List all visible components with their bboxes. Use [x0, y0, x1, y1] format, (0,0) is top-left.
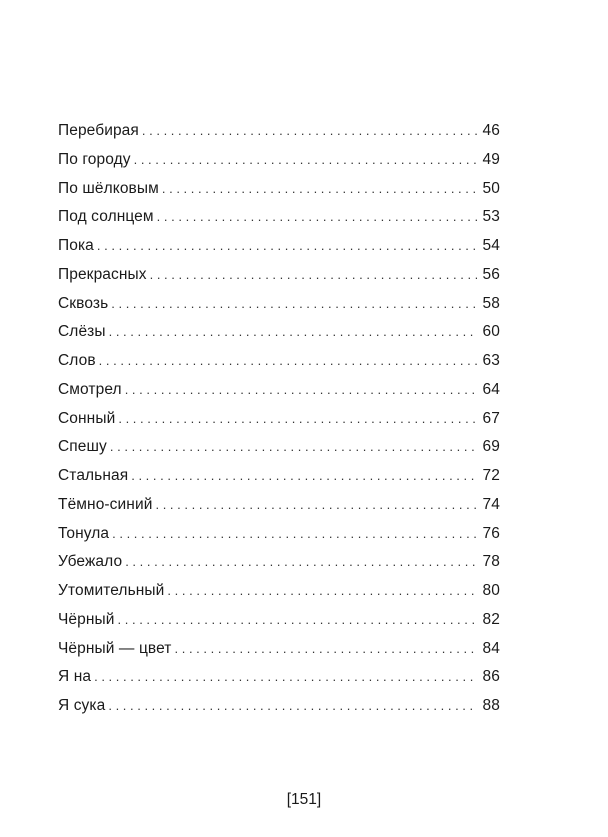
toc-entry-title: Пока: [58, 237, 94, 254]
toc-leader-dots: [108, 698, 476, 713]
toc-leader-dots: [97, 238, 477, 253]
toc-entry-page: 53: [482, 208, 500, 226]
toc-leader-dots: [134, 152, 477, 167]
toc-entry-title: Спешу: [58, 438, 107, 456]
toc-leader-dots: [111, 296, 476, 311]
toc-entry: [58, 438, 500, 467]
toc-leader-dots: [175, 641, 477, 656]
toc-entry-title: Прекрасных: [58, 265, 147, 283]
toc-entry-title: Тонула: [58, 524, 110, 542]
toc-entry-title: Чёрный — цвет: [58, 639, 172, 657]
toc-entry-title: Я на: [58, 668, 92, 686]
toc-entry-page: 63: [482, 352, 500, 369]
toc-entry: [58, 553, 500, 582]
toc-entry-title: Утомительный: [58, 582, 165, 599]
toc-entry-page: 82: [482, 610, 500, 628]
toc-entry: [58, 352, 500, 381]
toc-entry-page: 54: [482, 237, 500, 254]
toc-entry-title: Тёмно-синий: [58, 495, 153, 513]
toc-entry-title: Убежало: [58, 553, 123, 571]
toc-entry: [58, 237, 500, 266]
toc-leader-dots: [150, 267, 477, 282]
toc-leader-dots: [157, 209, 477, 224]
toc-leader-dots: [131, 468, 476, 483]
toc-entry-page: 84: [482, 639, 500, 657]
toc-entry: [58, 496, 500, 525]
page-number: [151]: [286, 791, 322, 808]
toc-entry: [58, 266, 500, 295]
toc-leader-dots: [118, 411, 476, 426]
toc-entry-page: 64: [482, 380, 500, 398]
toc-entry-title: Я сука: [58, 697, 106, 714]
toc-leader-dots: [125, 554, 476, 569]
toc-entry-page: 56: [482, 265, 500, 283]
toc-entry: [58, 410, 500, 439]
toc-entry: [58, 525, 500, 554]
toc-entry: [58, 381, 500, 410]
toc-entry-page: 67: [482, 409, 500, 427]
toc-leader-dots: [162, 181, 477, 196]
toc-leader-dots: [167, 583, 476, 598]
toc-entry-title: Слёзы: [58, 323, 106, 341]
toc-entry-page: 74: [482, 495, 500, 513]
toc-entry-page: 58: [482, 294, 500, 312]
toc-entry-title: По городу: [58, 150, 131, 168]
toc-entry-title: Стальная: [58, 467, 129, 484]
toc-entry-page: 50: [482, 179, 500, 197]
toc-entry-page: 88: [482, 697, 500, 714]
toc-entry-page: 86: [482, 668, 500, 686]
toc-entry-page: 76: [482, 524, 500, 542]
toc-entry: [58, 295, 500, 324]
toc-entry-title: Чёрный: [58, 610, 115, 628]
toc-entry-page: 49: [482, 150, 500, 168]
toc-leader-dots: [155, 497, 476, 512]
toc-entry: [58, 151, 500, 180]
toc-entry: [58, 208, 500, 237]
toc-leader-dots: [110, 439, 477, 454]
toc-entry-title: По шёлковым: [58, 179, 159, 197]
toc-leader-dots: [125, 382, 477, 397]
toc-entry-title: Перебирая: [58, 122, 139, 139]
toc-entry-page: 78: [482, 553, 500, 571]
toc-entry: [58, 697, 500, 726]
toc-entry-title: Сонный: [58, 409, 116, 427]
toc-entry-page: 72: [482, 467, 500, 484]
toc-leader-dots: [94, 669, 476, 684]
toc-entry: [58, 611, 500, 640]
toc-entry-page: 69: [482, 438, 500, 456]
toc-entry-title: Под солнцем: [58, 208, 154, 226]
toc-entry-page: 80: [482, 582, 500, 599]
toc-entry-title: Смотрел: [58, 380, 122, 398]
toc-entry: [58, 122, 500, 151]
toc-entry: [58, 582, 500, 611]
table-of-contents: [58, 122, 500, 726]
toc-leader-dots: [109, 324, 477, 339]
toc-entry: [58, 467, 500, 496]
toc-entry: [58, 640, 500, 669]
toc-leader-dots: [118, 612, 477, 627]
toc-leader-dots: [99, 353, 477, 368]
toc-leader-dots: [142, 123, 477, 138]
toc-entry-title: Сквозь: [58, 294, 109, 312]
toc-entry-title: Слов: [58, 352, 96, 369]
toc-leader-dots: [112, 526, 476, 541]
toc-entry-page: 46: [482, 122, 500, 139]
toc-entry: [58, 180, 500, 209]
toc-entry: [58, 323, 500, 352]
toc-entry-page: 60: [482, 323, 500, 341]
toc-entry: [58, 668, 500, 697]
